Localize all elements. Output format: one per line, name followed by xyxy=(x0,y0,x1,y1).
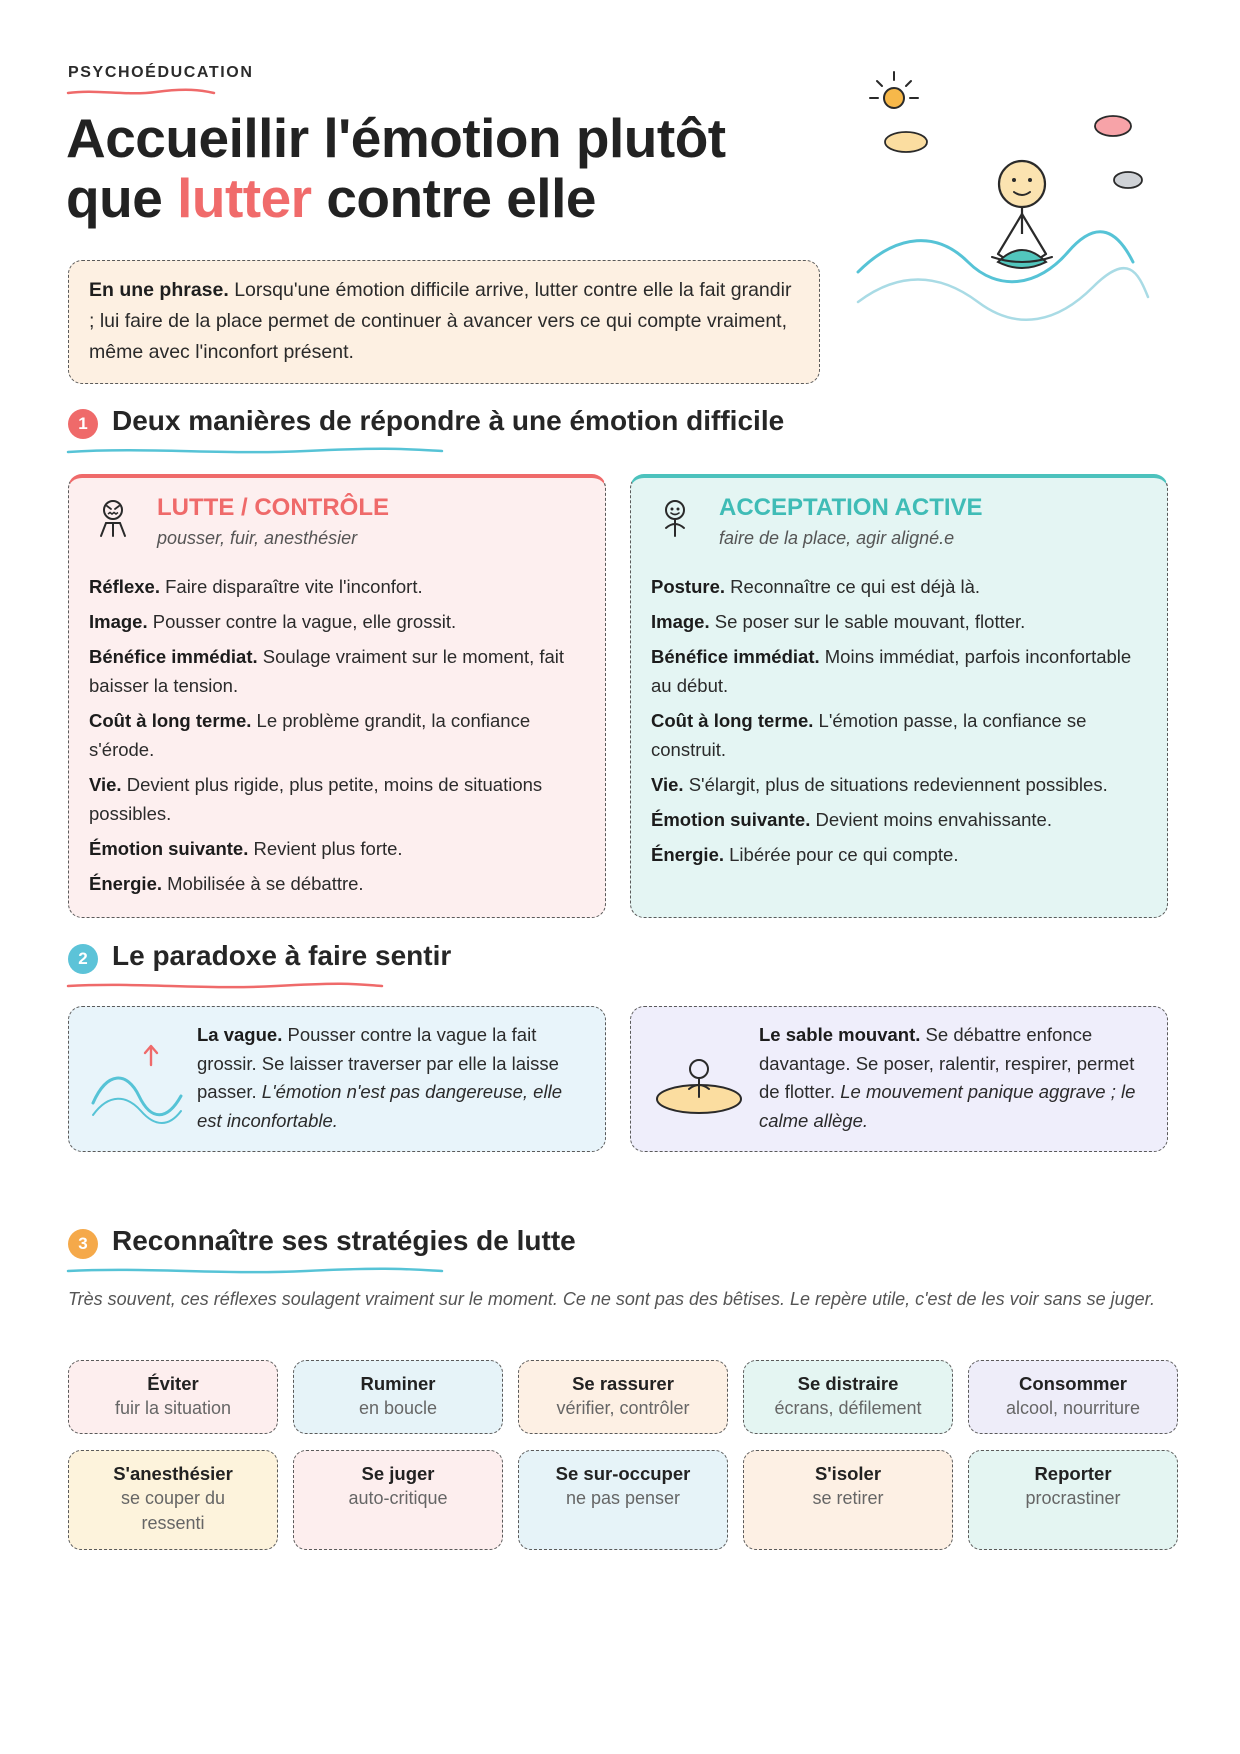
strategy-chip xyxy=(518,1360,728,1434)
row-label: Émotion suivante. xyxy=(89,838,249,859)
vague-card xyxy=(68,1006,606,1152)
acceptation-row xyxy=(651,770,1151,799)
row-text: Faire disparaître vite l'inconfort. xyxy=(159,576,423,597)
row-text: S'élargit, plus de situations redeviennent possibles. xyxy=(683,774,1108,795)
title-accent-word: lutter xyxy=(177,167,312,229)
strategy-chip xyxy=(293,1360,503,1434)
title-line1: Accueillir l'émotion plutôt xyxy=(66,107,726,169)
acceptation-subtitle: faire de la place, agir aligné.e xyxy=(719,528,955,548)
row-label: Vie. xyxy=(89,774,122,795)
row-label: Image. xyxy=(651,611,710,632)
row-label: Vie. xyxy=(651,774,684,795)
row-text: Revient plus forte. xyxy=(248,838,403,859)
wave-icon xyxy=(87,1041,187,1131)
strategy-sub: vérifier, contrôler xyxy=(556,1398,690,1418)
pebble-gray-icon xyxy=(1114,172,1142,188)
strategy-title: Se rassurer xyxy=(572,1373,674,1394)
lutte-row xyxy=(89,572,589,601)
row-text: Devient moins envahissante. xyxy=(810,809,1052,830)
row-label: Image. xyxy=(89,611,148,632)
section1-underline xyxy=(66,445,446,457)
lutte-row xyxy=(89,834,589,863)
row-label: Énergie. xyxy=(89,873,162,894)
strategy-title: Se juger xyxy=(361,1463,435,1484)
meditation-illustration xyxy=(848,62,1178,342)
row-text: L'émotion passe, la confiance se construit. xyxy=(651,710,1087,760)
section1-number: 1 xyxy=(68,409,98,439)
sable-italic: Le mouvement panique aggrave ; le calme allège. xyxy=(759,1081,1136,1131)
lutte-row xyxy=(89,770,589,828)
lutte-row xyxy=(89,607,589,636)
vague-label: La vague. xyxy=(197,1024,283,1045)
lutte-row xyxy=(89,706,589,764)
strategy-title: Consommer xyxy=(1019,1373,1127,1394)
strategy-sub: procrastiner xyxy=(1025,1488,1121,1508)
sable-label: Le sable mouvant. xyxy=(759,1024,921,1045)
row-text: Mobilisée à se débattre. xyxy=(162,873,364,894)
acceptation-rows xyxy=(651,572,1151,875)
kicker-underline xyxy=(66,86,216,98)
section3-intro: Très souvent, ces réflexes soulagent vraiment sur le moment. Ce ne sont pas des bêtises. Le repère utile, c'est de les voir sans se juger. xyxy=(68,1289,1155,1309)
section3-underline xyxy=(66,1265,446,1277)
pebble-pink-icon xyxy=(1095,116,1131,136)
strategy-sub: en boucle xyxy=(358,1398,438,1418)
row-text: Reconnaître ce qui est déjà là. xyxy=(725,576,981,597)
section3-title: Reconnaître ses stratégies de lutte xyxy=(112,1225,576,1256)
quicksand-icon xyxy=(649,1041,749,1131)
strategy-chip xyxy=(968,1450,1178,1550)
vague-italic: L'émotion n'est pas dangereuse, elle est inconfortable. xyxy=(197,1081,562,1131)
lutte-title: LUTTE / CONTRÔLE xyxy=(157,494,389,521)
row-label: Réflexe. xyxy=(89,576,160,597)
sable-text xyxy=(759,1021,1151,1135)
struggling-person-icon xyxy=(95,498,131,540)
acceptation-row xyxy=(651,805,1151,834)
row-label: Coût à long terme. xyxy=(89,710,252,731)
lutte-subtitle: pousser, fuir, anesthésier xyxy=(157,528,358,548)
kicker: PSYCHOÉDUCATION xyxy=(68,64,254,81)
strategy-chip xyxy=(743,1450,953,1550)
acceptation-row xyxy=(651,840,1151,869)
row-label: Posture. xyxy=(651,576,726,597)
strategy-title: Éviter xyxy=(147,1373,199,1394)
strategy-chip xyxy=(743,1360,953,1434)
strategy-title: S'anesthésier xyxy=(113,1463,233,1484)
strategy-chip xyxy=(968,1360,1178,1434)
title-line2-post: contre elle xyxy=(311,167,596,229)
section3-number: 3 xyxy=(68,1229,98,1259)
strategy-sub: fuir la situation xyxy=(114,1398,232,1418)
lutte-rows xyxy=(89,572,589,904)
row-label: Émotion suivante. xyxy=(651,809,811,830)
lutte-card xyxy=(68,474,606,918)
row-label: Coût à long terme. xyxy=(651,710,814,731)
sable-body: Se débattre enfonce davantage. Se poser, ralentir, respirer, permet de flotter. xyxy=(759,1024,1135,1102)
meditating-person-icon xyxy=(992,161,1052,268)
strategy-sub: se couper du ressenti xyxy=(120,1488,226,1533)
strategy-title: Se distraire xyxy=(797,1373,899,1394)
acceptation-row xyxy=(651,642,1151,700)
strategy-sub: se retirer xyxy=(812,1488,884,1508)
strategy-sub: alcool, nourriture xyxy=(1005,1398,1141,1418)
strategy-sub: ne pas penser xyxy=(565,1488,681,1508)
acceptation-row xyxy=(651,706,1151,764)
section2-title: Le paradoxe à faire sentir xyxy=(112,940,452,971)
lutte-row xyxy=(89,642,589,700)
strategy-chip xyxy=(518,1450,728,1550)
acceptation-title: ACCEPTATION ACTIVE xyxy=(719,494,983,521)
section2-underline xyxy=(66,980,386,992)
vague-body: Pousser contre la vague la fait grossir. Se laisser traverser par elle la laisse passer. xyxy=(197,1024,559,1102)
row-text: Le problème grandit, la confiance s'érode. xyxy=(89,710,531,760)
sun-icon xyxy=(870,72,918,108)
row-label: Bénéfice immédiat. xyxy=(89,646,258,667)
strategy-sub: écrans, défilement xyxy=(774,1398,922,1418)
row-text: Se poser sur le sable mouvant, flotter. xyxy=(709,611,1026,632)
row-text: Libérée pour ce qui compte. xyxy=(724,844,959,865)
strategy-chip xyxy=(293,1450,503,1550)
strategy-sub: auto-critique xyxy=(348,1488,448,1508)
strategy-chip xyxy=(68,1450,278,1550)
strategy-chip xyxy=(68,1360,278,1434)
summary-box xyxy=(68,260,820,384)
row-label: Bénéfice immédiat. xyxy=(651,646,820,667)
acceptation-row xyxy=(651,607,1151,636)
strategy-title: Se sur-occuper xyxy=(555,1463,691,1484)
sable-card xyxy=(630,1006,1168,1152)
summary-lead: En une phrase. xyxy=(89,279,229,301)
section2-number: 2 xyxy=(68,944,98,974)
row-label: Énergie. xyxy=(651,844,724,865)
strategy-title: Ruminer xyxy=(360,1373,436,1394)
row-text: Moins immédiat, parfois inconfortable au début. xyxy=(651,646,1132,696)
row-text: Devient plus rigide, plus petite, moins de situations possibles. xyxy=(89,774,543,824)
title-line2-pre: que xyxy=(66,167,178,229)
summary-text: Lorsqu'une émotion difficile arrive, lutter contre elle la fait grandir ; lui faire de la place permet de continuer à avancer vers ce qui compte vraiment, même avec l'inconfort présent. xyxy=(89,279,792,363)
row-text: Pousser contre la vague, elle grossit. xyxy=(147,611,457,632)
calm-person-icon xyxy=(657,498,693,540)
acceptation-card xyxy=(630,474,1168,918)
page-title xyxy=(66,108,826,228)
acceptation-row xyxy=(651,572,1151,601)
vague-text xyxy=(197,1021,589,1135)
pebble-yellow-icon xyxy=(885,132,927,152)
strategy-title: Reporter xyxy=(1034,1463,1112,1484)
lutte-row xyxy=(89,869,589,898)
row-text: Soulage vraiment sur le moment, fait baisser la tension. xyxy=(89,646,565,696)
strategy-title: S'isoler xyxy=(814,1463,882,1484)
section1-title: Deux manières de répondre à une émotion difficile xyxy=(112,405,785,436)
